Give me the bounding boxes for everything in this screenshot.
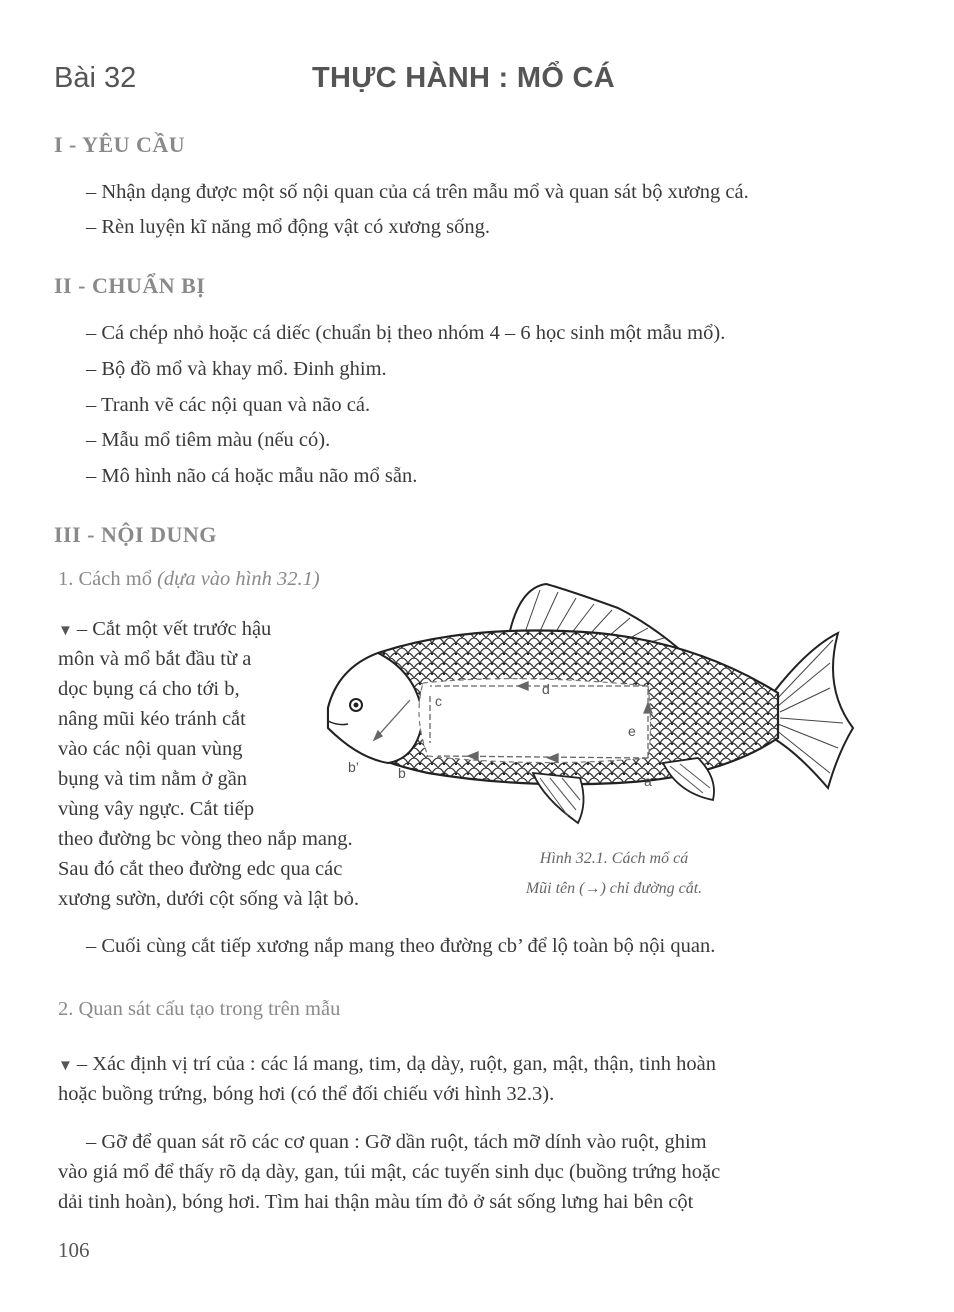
preparation-item: – Mẫu mổ tiêm màu (nếu có).	[86, 429, 331, 451]
label-b-prime: b’	[348, 759, 359, 775]
page-number: 106	[58, 1238, 90, 1262]
figure-caption-legend: Mũi tên (→) chỉ đường cắt.	[525, 880, 703, 897]
dissection-text-line: bụng và tim nằm ở gần	[58, 768, 248, 790]
preparation-item: – Mô hình não cá hoặc mẫu não mổ sẵn.	[86, 465, 418, 487]
section-heading-preparation: II - CHUẨN BỊ	[54, 273, 206, 298]
pelvic-fin	[533, 773, 584, 823]
subsection-title-text: 1. Cách mổ	[58, 568, 152, 590]
preparation-item: – Bộ đồ mổ và khay mổ. Đinh ghim.	[86, 358, 387, 380]
observation-text-line	[58, 1049, 716, 1081]
dissection-text-line: xương sườn, dưới cột sống và lật bỏ.	[58, 888, 360, 910]
label-e: e	[628, 723, 636, 739]
label-b: b	[398, 765, 406, 781]
section-heading-requirements: I - YÊU CẦU	[54, 132, 186, 157]
figure-caption-title: Hình 32.1. Cách mổ cá	[539, 850, 689, 867]
lesson-title: THỰC HÀNH : MỔ CÁ	[312, 62, 616, 94]
section-heading-content: III - NỘI DUNG	[54, 522, 217, 547]
preparation-item: – Tranh vẽ các nội quan và não cá.	[86, 394, 371, 416]
dissection-text-line: vùng vây ngực. Cắt tiếp	[58, 798, 255, 820]
dissection-text-line	[58, 614, 271, 646]
figure-reference: (dựa vào hình 32.1)	[157, 568, 320, 590]
dissection-text-line: Sau đó cắt theo đường edc qua các	[58, 858, 343, 880]
requirement-item: – Nhận dạng được một số nội quan của cá trên mẫu mổ và quan sát bộ xương cá.	[86, 181, 749, 203]
fish-dissection-figure	[318, 578, 858, 828]
dissection-window	[419, 679, 651, 763]
label-d: d	[542, 681, 550, 697]
triangle-marker-icon: ▼	[58, 1058, 73, 1074]
label-a: a	[644, 773, 652, 789]
tail-fin	[773, 633, 853, 788]
dissection-text-line: dọc bụng cá cho tới b,	[58, 678, 240, 700]
subsection-title-dissection	[58, 568, 320, 591]
label-c: c	[435, 693, 442, 709]
observation-text: – Xác định vị trí của : các lá mang, tim, dạ dày, ruột, gan, mật, thận, tinh hoàn	[76, 1053, 716, 1075]
requirement-item: – Rèn luyện kĩ năng mổ động vật có xương sống.	[86, 216, 491, 238]
dissection-text-line: nâng mũi kéo tránh cắt	[58, 708, 246, 730]
dissection-text: – Cắt một vết trước hậu	[76, 618, 272, 640]
preparation-item: – Cá chép nhỏ hoặc cá diếc (chuẩn bị theo nhóm 4 – 6 học sinh một mẫu mổ).	[86, 322, 726, 344]
observation-text-line: dải tinh hoàn), bóng hơi. Tìm hai thận màu tím đỏ ở sát sống lưng hai bên cột	[58, 1191, 694, 1213]
observation-text-line: hoặc buồng trứng, bóng hơi (có thể đối chiếu với hình 32.3).	[58, 1083, 555, 1105]
subsection-title-observation: 2. Quan sát cấu tạo trong trên mẫu	[58, 998, 341, 1020]
dissection-final-step: – Cuối cùng cắt tiếp xương nắp mang theo đường cb’ để lộ toàn bộ nội quan.	[86, 935, 716, 957]
lesson-number: Bài 32	[54, 62, 137, 94]
observation-text-line: – Gỡ để quan sát rõ các cơ quan : Gỡ dần ruột, tách mỡ dính vào ruột, ghim	[86, 1131, 707, 1153]
observation-text-line: vào giá mổ để thấy rõ dạ dày, gan, túi mật, các tuyến sinh dục (buồng trứng hoặc	[58, 1161, 721, 1183]
triangle-marker-icon: ▼	[58, 623, 73, 639]
dissection-text-line: vào các nội quan vùng	[58, 738, 243, 760]
dissection-text-line: môn và mổ bắt đầu từ a	[58, 648, 252, 670]
dissection-text-line: theo đường bc vòng theo nắp mang.	[58, 828, 353, 850]
